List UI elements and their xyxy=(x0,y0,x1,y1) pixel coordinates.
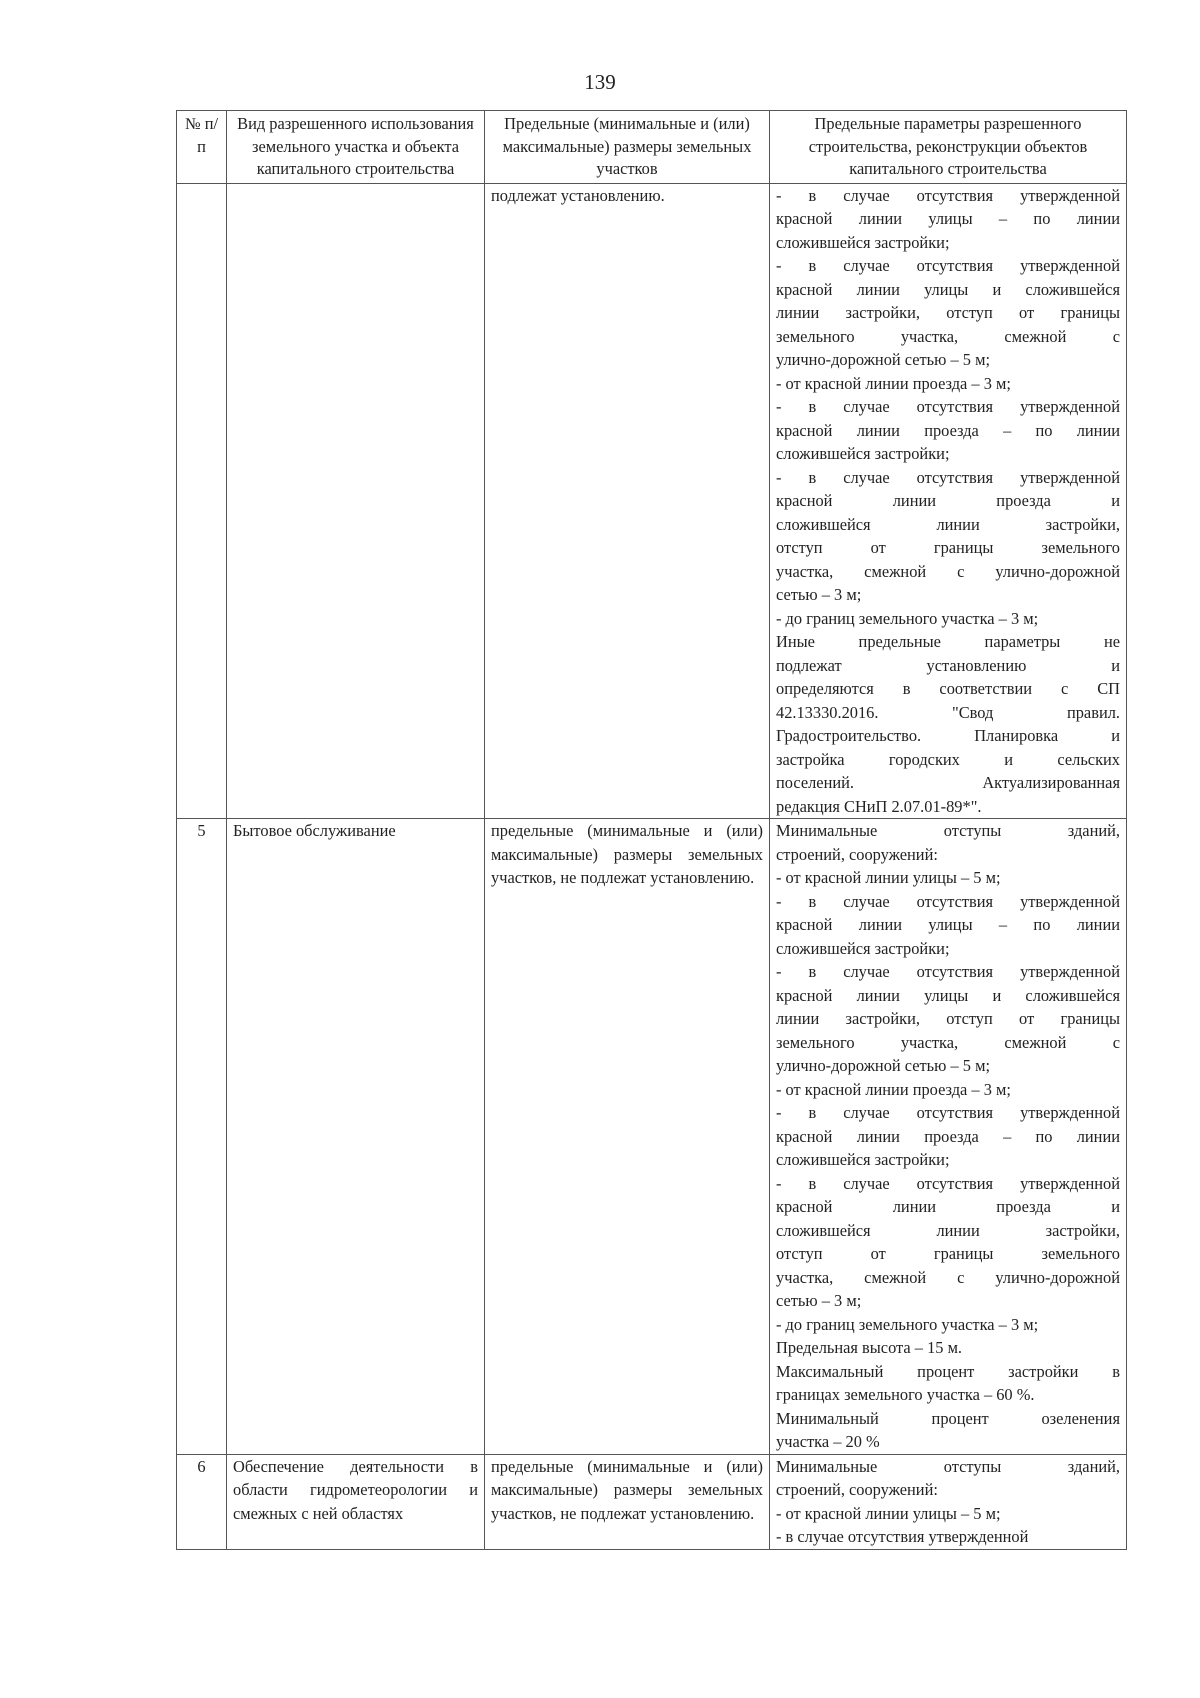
param-line: сложившейся линии застройки, xyxy=(776,1220,1120,1240)
param-line: улично-дорожной сетью – 5 м; xyxy=(776,350,991,369)
param-line: - от красной линии проезда – 3 м; xyxy=(776,373,1011,393)
param-line: земельного участка, смежной с xyxy=(776,1032,1120,1052)
param-line: - в случае отсутствия утвержденной xyxy=(776,962,1120,981)
param-line: линии застройки, отступ от границы xyxy=(776,1009,1120,1028)
header-use-type: Вид разрешенного использования земельного участка и объекта капитального строительства xyxy=(227,111,485,184)
param-line: красной линии улицы и сложившейся xyxy=(776,985,1120,1005)
header-construction-params: Предельные параметры разрешенного строительства, реконструкции объектов капитального строительства xyxy=(770,111,1127,184)
param-line: - в случае отсутствия утвержденной xyxy=(776,1173,1120,1193)
param-line: красной линии улицы и сложившейся xyxy=(776,279,1120,299)
param-line: Иные предельные параметры не xyxy=(776,632,1120,651)
param-line: - от красной линии улицы – 5 м; xyxy=(776,868,1001,887)
param-line: участка – 20 % xyxy=(776,1432,880,1451)
param-line: - в случае отсутствия утвержденной xyxy=(776,185,1120,205)
param-line: сложившейся застройки; xyxy=(776,938,950,958)
param-line: определяются в соответствии с СП xyxy=(776,679,1120,698)
param-line: участка, смежной с улично-дорожной xyxy=(776,1267,1120,1287)
param-line: - в случае отсутствия утвержденной xyxy=(776,891,1120,911)
table-row xyxy=(177,1454,1127,1549)
param-line: - в случае отсутствия утвержденной xyxy=(776,256,1120,275)
row-construction-params xyxy=(770,1454,1127,1549)
param-line: Максимальный процент застройки в xyxy=(776,1361,1120,1381)
param-line: сложившейся застройки; xyxy=(776,444,950,463)
param-line: сложившейся застройки; xyxy=(776,1150,950,1169)
param-line: красной линии проезда – по линии xyxy=(776,1126,1120,1146)
row-number: 5 xyxy=(177,819,227,1455)
param-line: красной линии улицы – по линии xyxy=(776,915,1120,934)
param-line: сложившейся застройки; xyxy=(776,232,950,252)
param-line: Градостроительство. Планировка и xyxy=(776,726,1120,745)
param-line: отступ от границы земельного xyxy=(776,1244,1120,1263)
param-line: сетью – 3 м; xyxy=(776,1291,862,1310)
param-line: границах земельного участка – 60 %. xyxy=(776,1385,1035,1404)
param-line: - до границ земельного участка – 3 м; xyxy=(776,608,1039,628)
table-row xyxy=(177,183,1127,819)
page-number: 139 xyxy=(584,70,616,94)
row-plot-size: подлежат установлению. xyxy=(485,183,770,819)
row-plot-size: предельные (минимальные и (или) максимальные) размеры земельных участков, не подлежат установлению. xyxy=(485,819,770,1455)
param-line: редакция СНиП 2.07.01-89*". xyxy=(776,796,982,816)
param-line: - в случае отсутствия утвержденной xyxy=(776,1527,1029,1546)
param-line: строений, сооружений: xyxy=(776,1480,938,1499)
param-line: строений, сооружений: xyxy=(776,844,938,864)
param-line: красной линии проезда и xyxy=(776,491,1120,510)
table-row xyxy=(177,819,1127,1455)
header-plot-size: Предельные (минимальные и (или) максимальные) размеры земельных участков xyxy=(485,111,770,184)
param-line: сложившейся линии застройки, xyxy=(776,514,1120,534)
param-line: подлежат установлению и xyxy=(776,655,1120,675)
row-number: 6 xyxy=(177,1454,227,1549)
header-number: № п/п xyxy=(177,111,227,184)
row-use-type xyxy=(227,183,485,819)
param-line: Предельная высота – 15 м. xyxy=(776,1338,963,1357)
zoning-parameters-table xyxy=(176,110,1127,1550)
param-line: поселений. Актуализированная xyxy=(776,773,1120,792)
param-line: сетью – 3 м; xyxy=(776,585,862,604)
row-construction-params xyxy=(770,819,1127,1455)
param-line: 42.13330.2016. "Свод правил. xyxy=(776,702,1120,722)
table-header-row xyxy=(177,111,1127,184)
param-line: земельного участка, смежной с xyxy=(776,326,1120,346)
param-line: - от красной линии проезда – 3 м; xyxy=(776,1079,1011,1099)
row-number xyxy=(177,183,227,819)
param-line: - в случае отсутствия утвержденной xyxy=(776,467,1120,487)
row-use-type: Обеспечение деятельности в области гидрометеорологии и смежных с ней областях xyxy=(227,1454,485,1549)
param-line: улично-дорожной сетью – 5 м; xyxy=(776,1056,991,1075)
param-line: Минимальный процент озеленения xyxy=(776,1408,1120,1428)
row-construction-params xyxy=(770,183,1127,819)
param-line: красной линии проезда – по линии xyxy=(776,420,1120,440)
param-line: красной линии проезда и xyxy=(776,1197,1120,1216)
param-line: отступ от границы земельного xyxy=(776,538,1120,557)
row-use-type: Бытовое обслуживание xyxy=(227,819,485,1455)
param-line: - в случае отсутствия утвержденной xyxy=(776,1103,1120,1122)
param-line: красной линии улицы – по линии xyxy=(776,209,1120,228)
row-plot-size: предельные (минимальные и (или) максимальные) размеры земельных участков, не подлежат установлению. xyxy=(485,1454,770,1549)
param-line: - в случае отсутствия утвержденной xyxy=(776,397,1120,416)
param-line: - от красной линии улицы – 5 м; xyxy=(776,1503,1001,1523)
param-line: Минимальные отступы зданий, xyxy=(776,1456,1120,1476)
param-line: - до границ земельного участка – 3 м; xyxy=(776,1314,1039,1334)
param-line: участка, смежной с улично-дорожной xyxy=(776,561,1120,581)
param-line: линии застройки, отступ от границы xyxy=(776,303,1120,322)
param-line: застройка городских и сельских xyxy=(776,749,1120,769)
param-line: Минимальные отступы зданий, xyxy=(776,821,1120,840)
